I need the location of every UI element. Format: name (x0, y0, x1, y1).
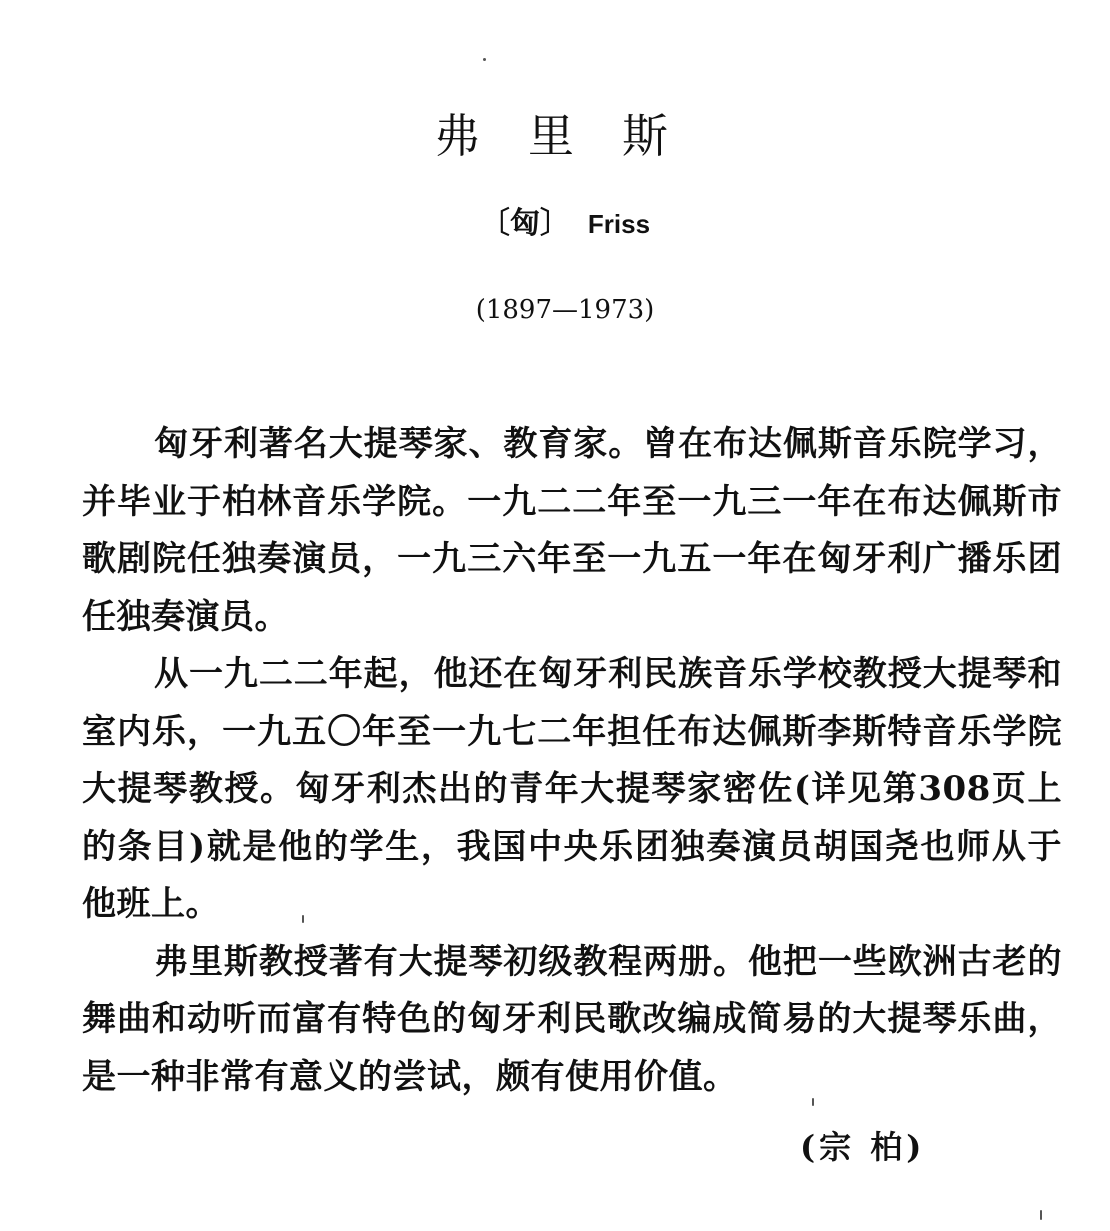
subtitle (0, 198, 1110, 242)
latin-name: Friss (587, 209, 651, 239)
scan-speck (302, 915, 304, 923)
nationality-tag: 〔匈〕 (479, 206, 570, 241)
author-signature: (宗 柏) (800, 1128, 926, 1166)
article-body (82, 416, 1062, 1106)
scan-speck (812, 1098, 814, 1106)
paragraph: 匈牙利著名大提琴家、教育家。曾在布达佩斯音乐院学习，并毕业于柏林音乐学院。一九二二年至一九三一年在布达佩斯市歌剧院任独奏演员，一九三六年至一九五一年在匈牙利广播乐团任独奏演员。 (82, 424, 1062, 637)
paragraph: 从一九二二年起，他还在匈牙利民族音乐学校教授大提琴和室内乐，一九五〇年至一九七二年担任布达佩斯李斯特音乐学院大提琴教授。匈牙利杰出的青年大提琴家密佐(详见第308页上的条目)就是他的学生，我国中央乐团独奏演员胡国尧也师从于他班上。 (82, 654, 1062, 924)
scan-speck (1040, 1210, 1042, 1220)
life-dates: (1897—1973) (475, 295, 655, 325)
paragraph: 弗里斯教授著有大提琴初级教程两册。他把一些欧洲古老的舞曲和动听而富有特色的匈牙利民歌改编成简易的大提琴乐曲，是一种非常有意义的尝试，颇有使用价值。 (82, 941, 1062, 1097)
scan-speck (483, 58, 486, 61)
page-title: 弗里斯 (434, 109, 716, 163)
